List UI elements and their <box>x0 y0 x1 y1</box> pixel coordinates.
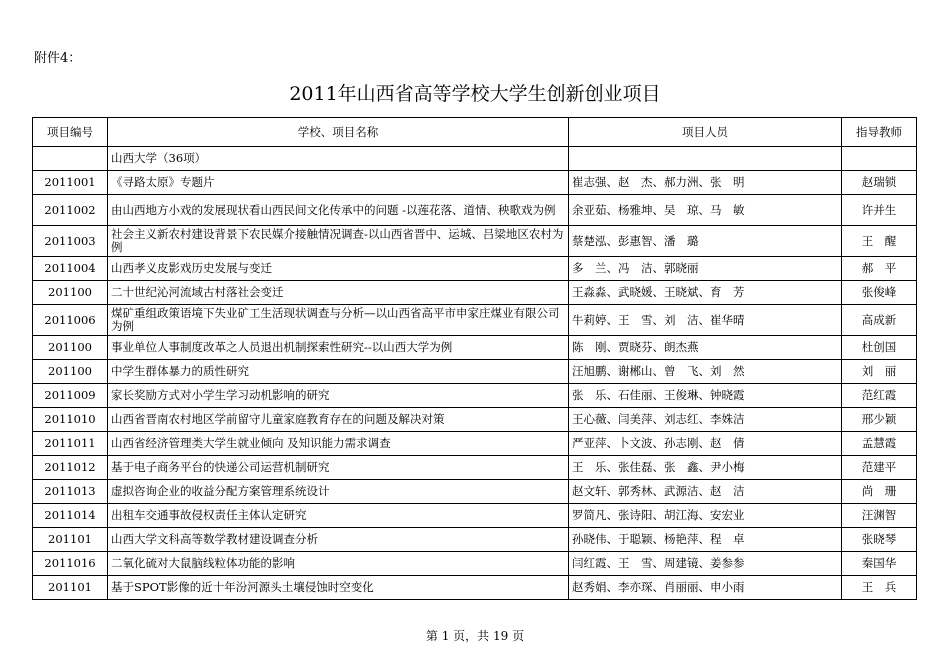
cell-people: 陈 刚、贾晓芬、朗杰燕 <box>569 336 842 360</box>
cell-people: 王 乐、张佳磊、张 鑫、尹小梅 <box>569 456 842 480</box>
cell-id: 201101 <box>33 528 108 552</box>
cell-name: 中学生群体暴力的质性研究 <box>108 360 569 384</box>
cell-id: 2011013 <box>33 480 108 504</box>
header-name: 学校、项目名称 <box>108 118 569 147</box>
cell-name: 煤矿重组政策语境下失业矿工生活现状调查与分析—以山西省高平市申家庄煤业有限公司为例 <box>108 305 569 336</box>
cell-name: 社会主义新农村建设背景下农民媒介接触情况调查-以山西省晋中、运城、吕梁地区农村为例 <box>108 226 569 257</box>
cell-name: 二十世纪沁河流域古村落社会变迁 <box>108 281 569 305</box>
cell-name: 山西大学文科高等数学教材建设调查分析 <box>108 528 569 552</box>
table-row <box>33 504 917 528</box>
cell-teacher: 张晓琴 <box>842 528 917 552</box>
cell-id: 201100 <box>33 336 108 360</box>
cell-teacher: 张俊峰 <box>842 281 917 305</box>
table-row <box>33 384 917 408</box>
page-footer: 第 1 页，共 19 页 <box>425 629 525 643</box>
cell-teacher: 赵瑞锁 <box>842 171 917 195</box>
cell-id: 2011012 <box>33 456 108 480</box>
cell-id: 2011002 <box>33 195 108 226</box>
table-row <box>33 456 917 480</box>
cell-name: 虚拟咨询企业的收益分配方案管理系统设计 <box>108 480 569 504</box>
cell-people: 蔡楚泓、彭惠智、潘 璐 <box>569 226 842 257</box>
cell-id: 2011010 <box>33 408 108 432</box>
table-row <box>33 226 917 257</box>
cell-teacher: 郝 平 <box>842 257 917 281</box>
cell-people: 罗简凡、张诗阳、胡江海、安宏业 <box>569 504 842 528</box>
cell-id: 2011001 <box>33 171 108 195</box>
cell-people: 汪旭鹏、谢郴山、曾 飞、刘 然 <box>569 360 842 384</box>
table-row <box>33 195 917 226</box>
cell-id: 2011006 <box>33 305 108 336</box>
cell-teacher: 范红霞 <box>842 384 917 408</box>
cell-people: 赵秀娟、李亦琛、肖丽丽、申小雨 <box>569 576 842 600</box>
page-title: 2011年山西省高等学校大学生创新创业项目 <box>289 83 661 105</box>
cell-name: 山西孝义皮影戏历史发展与变迁 <box>108 257 569 281</box>
cell-people: 多 兰、冯 洁、郭晓丽 <box>569 257 842 281</box>
cell-people: 张 乐、石佳丽、王俊琳、钟晓霞 <box>569 384 842 408</box>
table-row <box>33 257 917 281</box>
cell-people: 严亚萍、卜文波、孙志刚、赵 倩 <box>569 432 842 456</box>
table-row <box>33 528 917 552</box>
section-row <box>33 147 917 171</box>
projects-table <box>32 117 917 600</box>
header-id: 项目编号 <box>33 118 108 147</box>
section-id-cell <box>33 147 108 171</box>
cell-people: 闫红霞、王 雪、周建镜、姜参参 <box>569 552 842 576</box>
cell-people: 余亚茹、杨雅坤、吴 琼、马 敏 <box>569 195 842 226</box>
cell-name: 基于电子商务平台的快递公司运营机制研究 <box>108 456 569 480</box>
cell-name: 基于SPOT影像的近十年汾河源头土壤侵蚀时空变化 <box>108 576 569 600</box>
cell-teacher: 王 醒 <box>842 226 917 257</box>
cell-name: 出租车交通事故侵权责任主体认定研究 <box>108 504 569 528</box>
cell-people: 王淼淼、武晓媛、王晓斌、育 芳 <box>569 281 842 305</box>
cell-people: 王心薇、闫美萍、刘志红、李姝洁 <box>569 408 842 432</box>
table-row <box>33 480 917 504</box>
cell-people: 牛莉婷、王 雪、刘 洁、崔华晴 <box>569 305 842 336</box>
cell-name: 家长奖励方式对小学生学习动机影响的研究 <box>108 384 569 408</box>
cell-id: 201100 <box>33 360 108 384</box>
cell-id: 2011016 <box>33 552 108 576</box>
cell-teacher: 许并生 <box>842 195 917 226</box>
cell-people: 赵文轩、郭秀林、武源洁、赵 洁 <box>569 480 842 504</box>
cell-id: 2011011 <box>33 432 108 456</box>
cell-teacher: 邢少颖 <box>842 408 917 432</box>
cell-teacher: 范建平 <box>842 456 917 480</box>
cell-teacher: 刘 丽 <box>842 360 917 384</box>
cell-id: 201101 <box>33 576 108 600</box>
cell-name: 《寻路太原》专题片 <box>108 171 569 195</box>
cell-teacher: 王 兵 <box>842 576 917 600</box>
table-row <box>33 336 917 360</box>
section-people-cell <box>569 147 842 171</box>
table-row <box>33 408 917 432</box>
cell-teacher: 汪渊智 <box>842 504 917 528</box>
cell-teacher: 秦国华 <box>842 552 917 576</box>
table-row <box>33 305 917 336</box>
cell-teacher: 高成新 <box>842 305 917 336</box>
table-row <box>33 360 917 384</box>
cell-name: 由山西地方小戏的发展现状看山西民间文化传承中的问题 -以莲花落、道情、秧歌戏为例 <box>108 195 569 226</box>
section-label: 山西大学（36项） <box>108 147 569 171</box>
cell-id: 201100 <box>33 281 108 305</box>
cell-teacher: 杜创国 <box>842 336 917 360</box>
table-row <box>33 432 917 456</box>
cell-people: 孙晓伟、于聪颖、杨艳萍、程 卓 <box>569 528 842 552</box>
header-people: 项目人员 <box>569 118 842 147</box>
cell-id: 2011003 <box>33 226 108 257</box>
section-teacher-cell <box>842 147 917 171</box>
cell-people: 崔志强、赵 杰、郝力洲、张 明 <box>569 171 842 195</box>
cell-id: 2011014 <box>33 504 108 528</box>
table-row <box>33 552 917 576</box>
cell-id: 2011009 <box>33 384 108 408</box>
header-teacher: 指导教师 <box>842 118 917 147</box>
cell-name: 事业单位人事制度改革之人员退出机制探索性研究--以山西大学为例 <box>108 336 569 360</box>
cell-id: 2011004 <box>33 257 108 281</box>
table-row <box>33 576 917 600</box>
table-row <box>33 171 917 195</box>
cell-name: 山西省经济管理类大学生就业倾向 及知识能力需求调查 <box>108 432 569 456</box>
table-row <box>33 281 917 305</box>
table-header-row <box>33 118 917 147</box>
attachment-label: 附件4： <box>34 51 82 66</box>
cell-name: 山西省晋南农村地区学前留守儿童家庭教育存在的问题及解决对策 <box>108 408 569 432</box>
cell-teacher: 尚 珊 <box>842 480 917 504</box>
cell-teacher: 孟慧霞 <box>842 432 917 456</box>
cell-name: 二氧化硫对大鼠脑线粒体功能的影响 <box>108 552 569 576</box>
